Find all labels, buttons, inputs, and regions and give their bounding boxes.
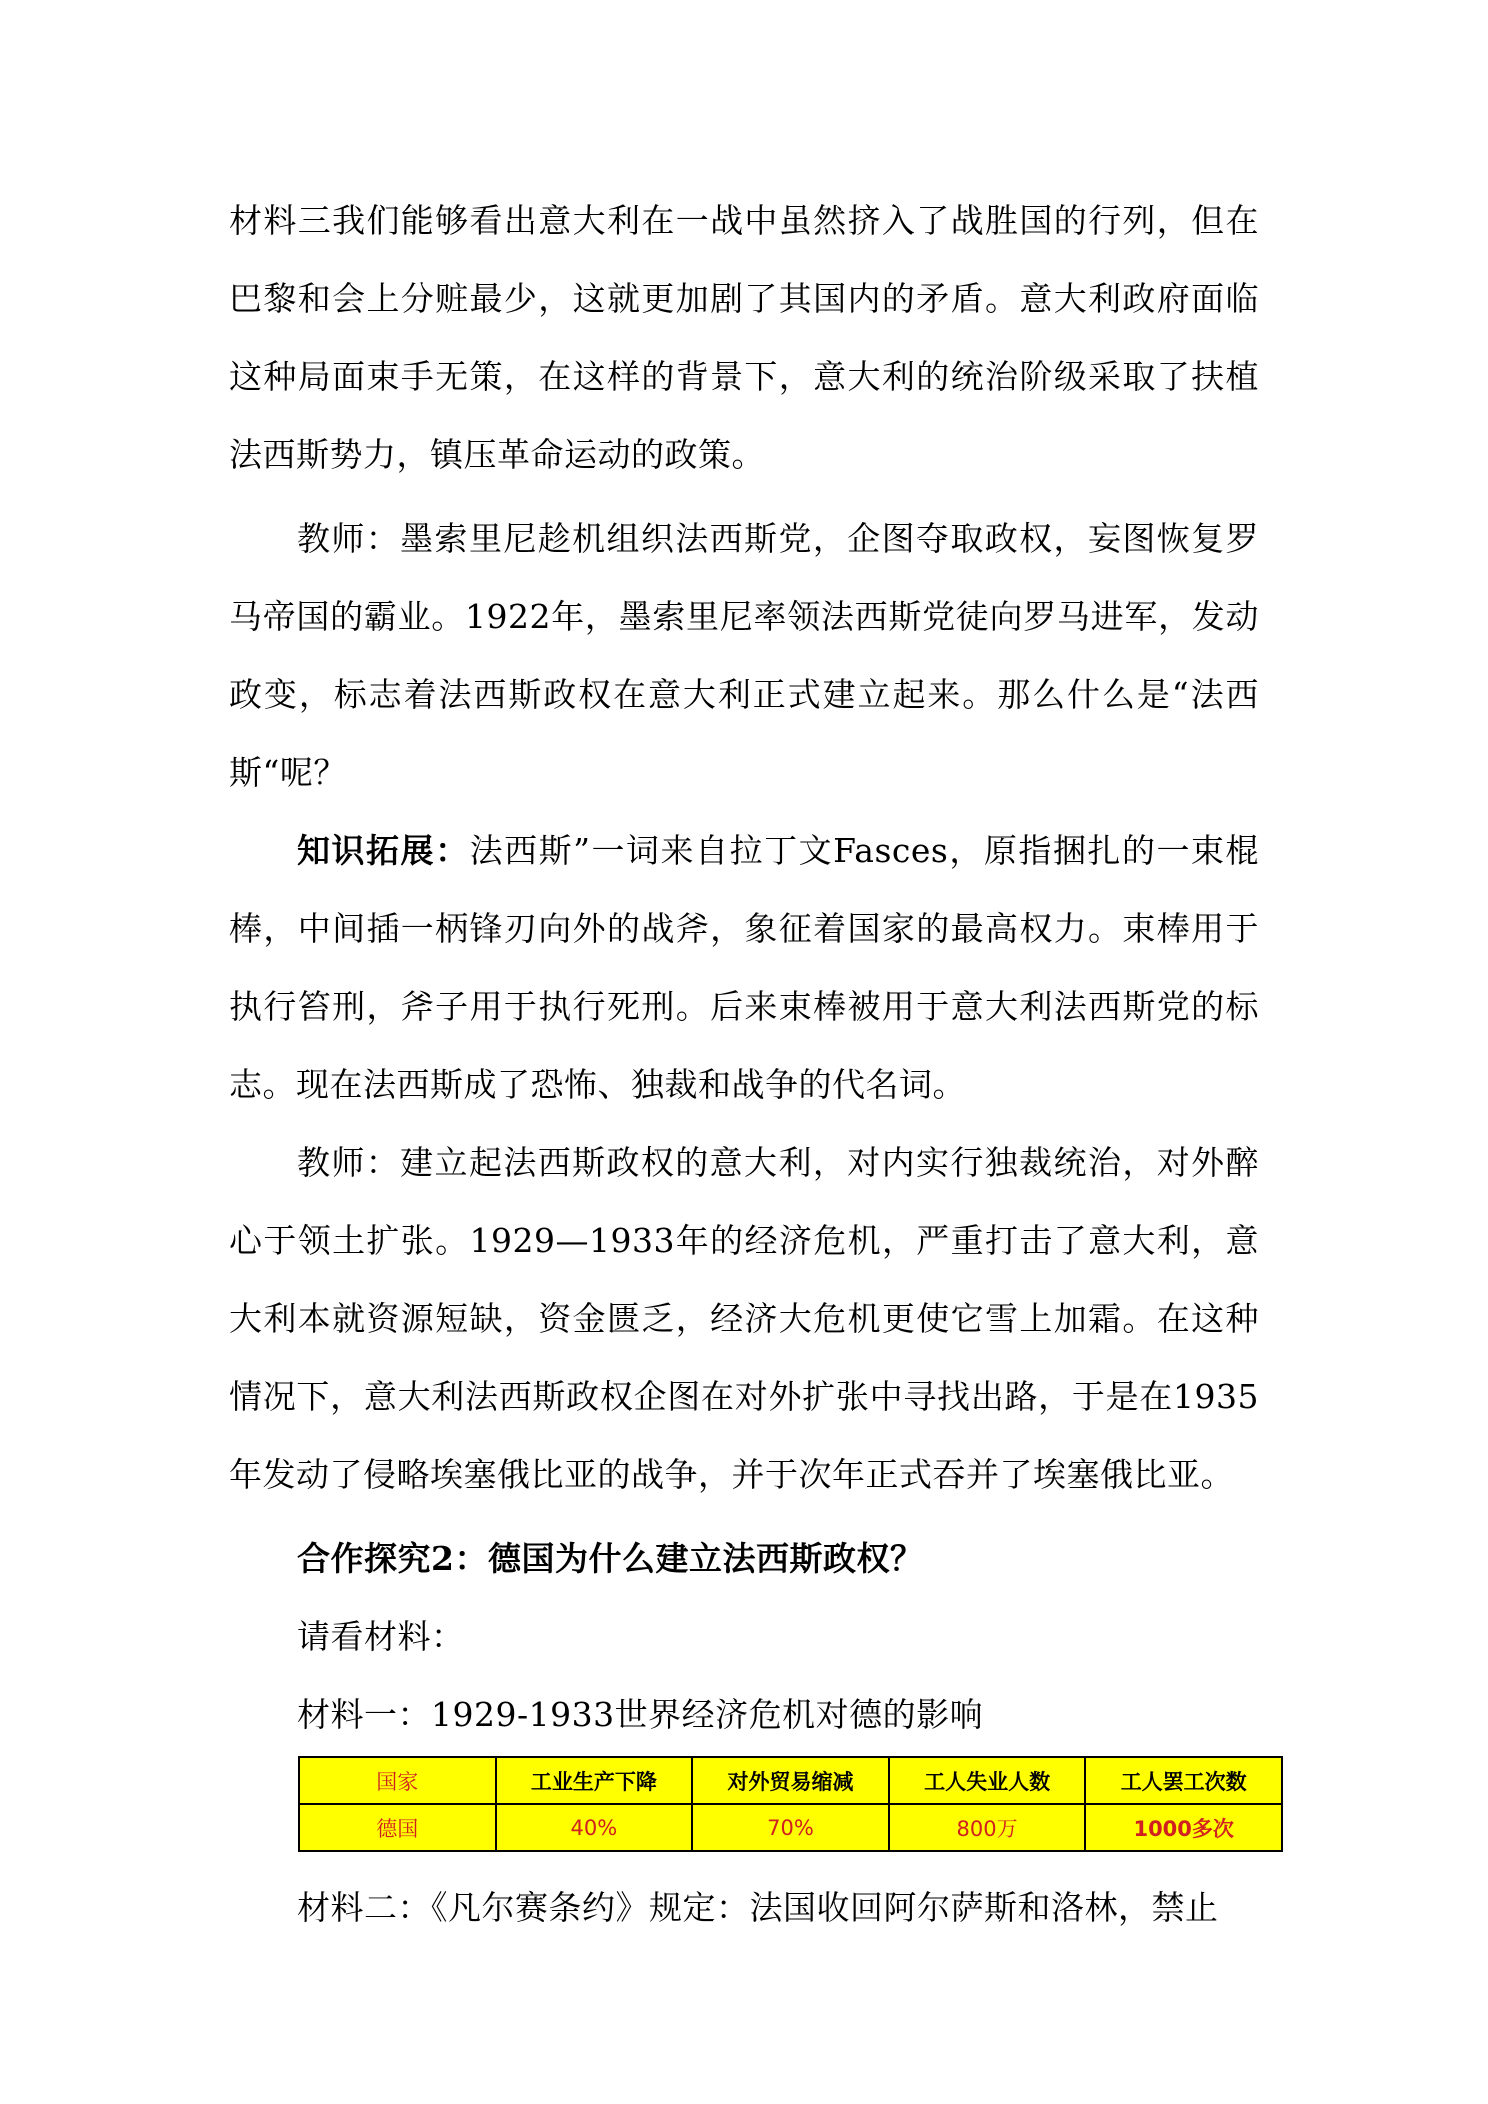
table-cell: 800万 <box>889 1804 1086 1851</box>
economic-crisis-data-table <box>298 1756 1283 1852</box>
table-header-cell: 工业生产下降 <box>496 1757 693 1804</box>
paragraph-material-three: 材料三我们能够看出意大利在一战中虽然挤入了战胜国的行列，但在巴黎和会上分赃最少，这就更加剧了其国内的矛盾。意大利政府面临这种局面束手无策，在这样的背景下，意大利的统治阶级采取了扶植法西斯势力，镇压革命运动的政策。 <box>229 201 1259 474</box>
table-row <box>299 1804 1282 1851</box>
table-header-cell: 工人罢工次数 <box>1085 1757 1282 1804</box>
table-cell: 1000多次 <box>1085 1804 1282 1851</box>
table-header-cell: 对外贸易缩减 <box>692 1757 889 1804</box>
table-header-cell: 工人失业人数 <box>889 1757 1086 1804</box>
table-cell: 70% <box>692 1804 889 1851</box>
paragraph-teacher-mussolini: 教师：墨索里尼趁机组织法西斯党，企图夺取政权，妄图恢复罗马帝国的霸业。1922年，墨索里尼率领法西斯党徒向罗马进军，发动政变，标志着法西斯政权在意大利正式建立起来。那么什么是“法西斯“呢？ <box>229 519 1259 792</box>
economic-crisis-table <box>298 1756 1283 1852</box>
table-cell: 德国 <box>299 1804 496 1851</box>
knowledge-extension-text: 法西斯”一词来自拉丁文Fasces，原指捆扎的一束棍棒，中间插一柄锋刃向外的战斧，象征着国家的最高权力。束棒用于执行笞刑，斧子用于执行死刑。后来束棒被用于意大利法西斯党的标志。现在法西斯成了恐怖、独裁和战争的代名词。 <box>229 831 1260 1104</box>
paragraph-knowledge-extension <box>229 812 1259 1124</box>
knowledge-extension-label: 知识拓展： <box>297 831 470 870</box>
table-cell: 40% <box>496 1804 693 1851</box>
paragraph-material-two: 材料二：《凡尔赛条约》规定：法国收回阿尔萨斯和洛林，禁止 <box>297 1888 1219 1927</box>
paragraph-material-one-caption: 材料一：1929-1933世界经济危机对德的影响 <box>297 1695 984 1734</box>
paragraph-teacher-italy-expansion: 教师：建立起法西斯政权的意大利，对内实行独裁统治，对外醉心于领土扩张。1929—1933年的经济危机，严重打击了意大利，意大利本就资源短缺，资金匮乏，经济大危机更使它雪上加霜。在这种情况下，意大利法西斯政权企图在对外扩张中寻找出路，于是在1935年发动了侵略埃塞俄比亚的战争，并于次年正式吞并了埃塞俄比亚。 <box>229 1143 1259 1494</box>
paragraph-please-see-materials: 请看材料： <box>297 1617 465 1656</box>
table-header-row <box>299 1757 1282 1804</box>
heading-cooperative-inquiry-2: 合作探究2：德国为什么建立法西斯政权？ <box>297 1539 924 1578</box>
table-header-cell: 国家 <box>299 1757 496 1804</box>
